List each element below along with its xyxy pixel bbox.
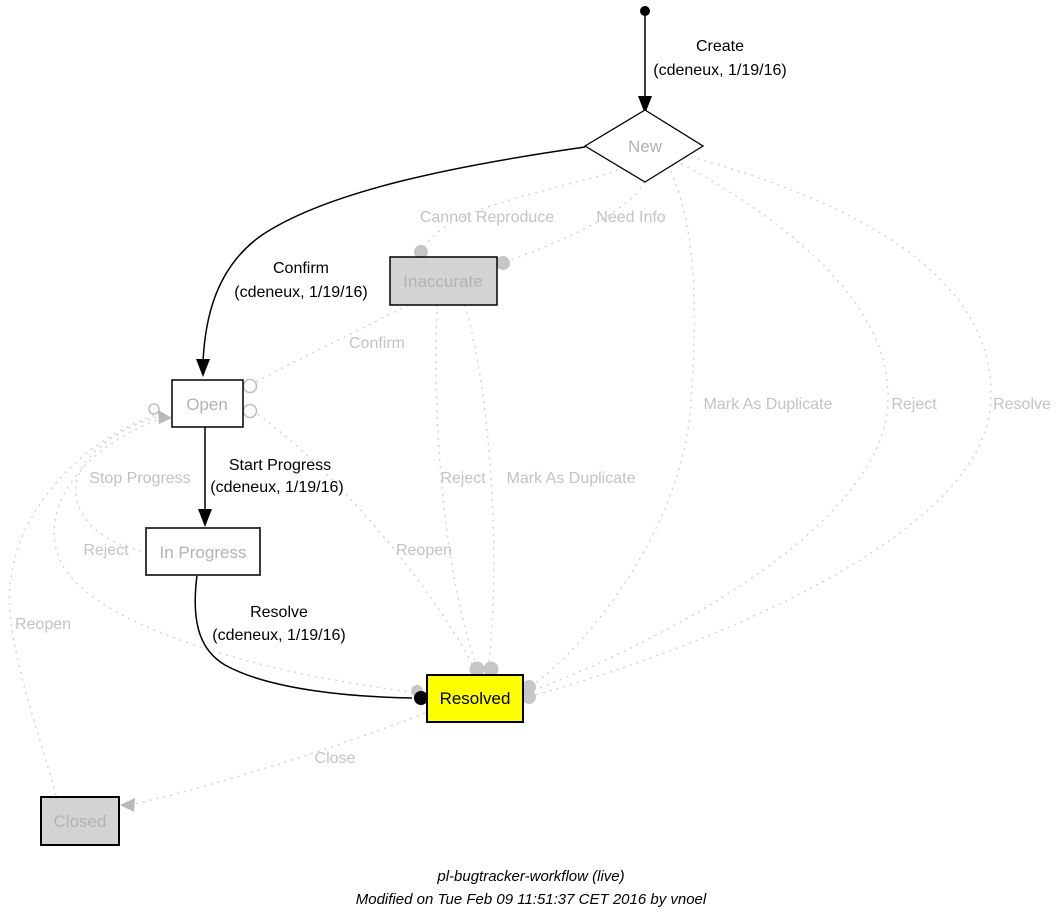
label-reject-right[interactable]: Reject (891, 396, 937, 413)
diagram-caption (356, 868, 707, 908)
dot-inaccurate-right (496, 256, 510, 270)
active-transition-labels (210, 38, 786, 644)
label-stop-progress[interactable]: Stop Progress (89, 470, 191, 487)
state-open-label: Open (186, 395, 228, 414)
label-reopen-mid[interactable]: Reopen (395, 542, 453, 559)
label-confirm-meta: (cdeneux, 1/19/16) (234, 284, 368, 301)
state-inaccurate[interactable] (390, 257, 497, 305)
label-resolve-right[interactable]: Resolve (993, 396, 1051, 413)
odot-open-right-top (244, 380, 257, 393)
label-cannot-reproduce[interactable]: Cannot Reproduce (419, 209, 555, 226)
state-closed-label: Closed (53, 812, 107, 831)
odot-open-right-bottom (244, 405, 257, 418)
edge-confirm (203, 147, 585, 362)
state-resolved[interactable] (427, 675, 523, 722)
arrowhead-confirm (196, 359, 210, 377)
label-mark-as-duplicate-mid[interactable]: Mark As Duplicate (506, 470, 636, 487)
label-start-progress-meta: (cdeneux, 1/19/16) (210, 479, 344, 496)
label-need-info[interactable]: Need Info (596, 209, 666, 226)
label-resolve[interactable]: Resolve (250, 604, 308, 621)
label-start-progress[interactable]: Start Progress (228, 457, 332, 474)
state-inaccurate-label: Inaccurate (403, 272, 483, 291)
edge-resolve-right (535, 155, 991, 695)
active-transition-edges (195, 6, 652, 705)
state-open[interactable] (172, 380, 243, 427)
caption-modified: Modified on Tue Feb 09 11:51:37 CET 2016 by vnoel (355, 891, 707, 908)
state-in-progress-label: In Progress (159, 543, 247, 562)
dot-resolved-right-2 (522, 690, 536, 704)
label-resolve-meta: (cdeneux, 1/19/16) (212, 627, 346, 644)
arrowhead-open-left (158, 410, 172, 424)
label-reject-left[interactable]: Reject (83, 542, 129, 559)
label-create[interactable]: Create (695, 38, 745, 55)
odot-open-left (149, 404, 159, 414)
label-reject-mid[interactable]: Reject (440, 470, 486, 487)
label-confirm-available[interactable]: Confirm (348, 335, 406, 352)
caption-title: pl-bugtracker-workflow (live) (437, 868, 625, 885)
label-create-meta: (cdeneux, 1/19/16) (653, 62, 787, 79)
arrowhead-closed-right (120, 798, 135, 812)
state-in-progress[interactable] (146, 528, 260, 575)
arrowhead-start-progress (198, 509, 212, 527)
arrowdot-resolve (414, 691, 428, 705)
label-reopen-left[interactable]: Reopen (14, 616, 72, 633)
label-mark-as-duplicate-right[interactable]: Mark As Duplicate (703, 396, 833, 413)
edge-reject-right (534, 160, 888, 690)
edge-mark-as-duplicate-right (534, 165, 694, 684)
state-closed[interactable] (41, 797, 119, 845)
edge-close (134, 713, 425, 804)
state-new-label: New (627, 137, 663, 156)
label-close[interactable]: Close (314, 750, 356, 767)
state-new[interactable] (585, 110, 703, 182)
label-confirm[interactable]: Confirm (272, 260, 330, 277)
state-resolved-label: Resolved (439, 689, 511, 708)
